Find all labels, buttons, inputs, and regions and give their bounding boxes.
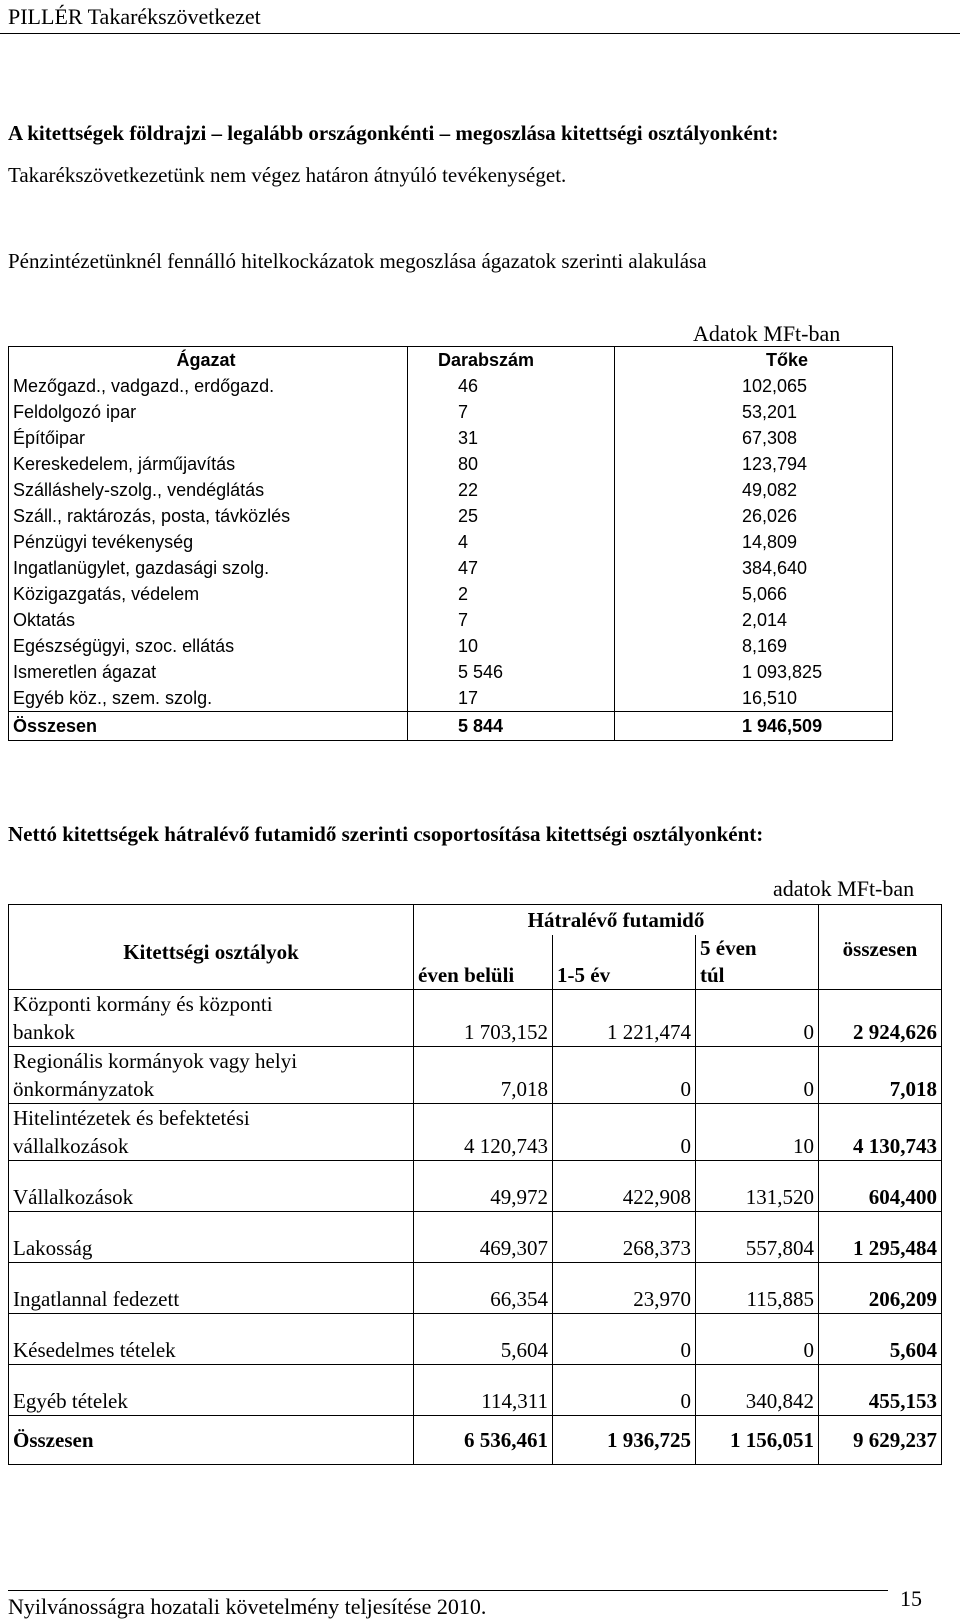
over-five-years-value: 131,520 [696, 1160, 819, 1211]
within-year-value: 7,018 [414, 1046, 553, 1103]
sector-name-cell: Közigazgatás, védelem [9, 581, 408, 607]
sector-capital-cell: 123,794 [615, 451, 893, 477]
exposure-class-line: önkormányzatok [13, 1076, 155, 1101]
sector-count-cell: 22 [408, 477, 615, 503]
sector-row [9, 529, 893, 555]
exposure-class-label [9, 1046, 414, 1103]
total-value: 7,018 [819, 1046, 942, 1103]
sector-row [9, 373, 893, 399]
maturity-total-total-value: 9 629,237 [819, 1415, 942, 1464]
total-value: 5,604 [819, 1313, 942, 1364]
sector-capital-cell: 14,809 [615, 529, 893, 555]
sector-name-cell: Építőipar [9, 425, 408, 451]
maturity-row [9, 1160, 942, 1211]
total-value: 1 295,484 [819, 1211, 942, 1262]
sector-name-cell: Mezőgazd., vadgazd., erdőgazd. [9, 373, 408, 399]
sector-name-cell: Pénzügyi tevékenység [9, 529, 408, 555]
sector-table [8, 346, 893, 741]
maturity-total-within-year-value: 6 536,461 [414, 1415, 553, 1464]
sector-capital-cell: 1 093,825 [615, 659, 893, 685]
total-value: 604,400 [819, 1160, 942, 1211]
sector-capital-cell: 16,510 [615, 685, 893, 712]
one-to-five-years-value: 0 [553, 1046, 696, 1103]
total-value: 2 924,626 [819, 989, 942, 1046]
sector-capital-cell: 5,066 [615, 581, 893, 607]
sector-table-header [9, 347, 893, 374]
sector-total-row [9, 712, 893, 741]
sector-row [9, 685, 893, 712]
exposure-class-label [9, 1262, 414, 1313]
sector-capital-cell: 102,065 [615, 373, 893, 399]
maturity-header-over5-line1: 5 éven [696, 935, 819, 961]
sector-header-capital: Tőke [615, 347, 893, 374]
maturity-row [9, 1364, 942, 1415]
within-year-value: 1 703,152 [414, 989, 553, 1046]
sector-count-cell: 25 [408, 503, 615, 529]
over-five-years-value: 0 [696, 1046, 819, 1103]
sector-capital-cell: 8,169 [615, 633, 893, 659]
exposure-class-line: bankok [13, 1019, 75, 1044]
maturity-total-row [9, 1415, 942, 1464]
maturity-row [9, 1313, 942, 1364]
sector-total-label: Összesen [9, 712, 408, 741]
intro-heading: A kitettségek földrajzi – legalább országonkénti – megoszlása kitettségi osztályonként: [8, 121, 779, 145]
sector-capital-cell: 49,082 [615, 477, 893, 503]
sector-name-cell: Ingatlanügylet, gazdasági szolg. [9, 555, 408, 581]
page-number: 15 [900, 1586, 922, 1611]
maturity-header-over5-line2: túl [696, 961, 819, 990]
exposure-class-label [9, 1160, 414, 1211]
maturity-header-row-1 [9, 905, 942, 935]
sector-count-cell: 46 [408, 373, 615, 399]
one-to-five-years-value: 422,908 [553, 1160, 696, 1211]
over-five-years-value: 0 [696, 1313, 819, 1364]
sector-row [9, 555, 893, 581]
sector-count-cell: 31 [408, 425, 615, 451]
total-value: 4 130,743 [819, 1103, 942, 1160]
maturity-header-total: összesen [819, 905, 942, 990]
exposure-class-line: Központi kormány és központi [13, 991, 273, 1016]
sector-count-cell: 7 [408, 607, 615, 633]
sector-row [9, 477, 893, 503]
sector-capital-cell: 53,201 [615, 399, 893, 425]
over-five-years-value: 10 [696, 1103, 819, 1160]
exposure-class-label [9, 1364, 414, 1415]
maturity-header-class: Kitettségi osztályok [9, 905, 414, 990]
sector-name-cell: Szálláshely-szolg., vendéglátás [9, 477, 408, 503]
sector-row [9, 633, 893, 659]
sector-row [9, 399, 893, 425]
sector-name-cell: Oktatás [9, 607, 408, 633]
within-year-value: 469,307 [414, 1211, 553, 1262]
exposure-class-line: Ingatlannal fedezett [13, 1286, 180, 1311]
sector-name-cell: Száll., raktározás, posta, távközlés [9, 503, 408, 529]
one-to-five-years-value: 0 [553, 1103, 696, 1160]
exposure-class-line: Vállalkozások [13, 1184, 134, 1209]
sector-count-cell: 10 [408, 633, 615, 659]
exposure-class-label [9, 1313, 414, 1364]
within-year-value: 49,972 [414, 1160, 553, 1211]
sector-row [9, 607, 893, 633]
maturity-total-label: Összesen [9, 1415, 414, 1464]
exposure-class-line: vállalkozások [13, 1133, 129, 1158]
maturity-row [9, 1262, 942, 1313]
sector-capital-cell: 384,640 [615, 555, 893, 581]
over-five-years-value: 557,804 [696, 1211, 819, 1262]
sector-row [9, 581, 893, 607]
sector-row [9, 425, 893, 451]
footer-divider [8, 1590, 888, 1591]
maturity-table [8, 904, 942, 1465]
sector-name-cell: Egyéb köz., szem. szolg. [9, 685, 408, 712]
over-five-years-value: 0 [696, 989, 819, 1046]
maturity-section-title: Nettó kitettségek hátralévő futamidő szerinti csoportosítása kitettségi osztályonként: [8, 822, 764, 846]
sector-capital-cell: 2,014 [615, 607, 893, 633]
sector-header-count: Darabszám [408, 347, 615, 374]
sector-count-cell: 47 [408, 555, 615, 581]
one-to-five-years-value: 268,373 [553, 1211, 696, 1262]
exposure-class-line: Lakosság [13, 1235, 93, 1260]
maturity-header-group: Hátralévő futamidő [414, 905, 819, 935]
total-value: 206,209 [819, 1262, 942, 1313]
sector-units-label: Adatok MFt-ban [693, 321, 841, 346]
maturity-row [9, 989, 942, 1046]
sector-row [9, 451, 893, 477]
header-title: PILLÉR Takarékszövetkezet [8, 4, 261, 29]
over-five-years-value: 340,842 [696, 1364, 819, 1415]
sector-count-cell: 7 [408, 399, 615, 425]
exposure-class-label [9, 1103, 414, 1160]
maturity-header-within-year: éven belüli [414, 961, 553, 990]
one-to-five-years-value: 0 [553, 1364, 696, 1415]
exposure-class-line: Regionális kormányok vagy helyi [13, 1048, 298, 1073]
footer-text: Nyilvánosságra hozatali követelmény teljesítése 2010. [8, 1594, 487, 1619]
sector-count-cell: 17 [408, 685, 615, 712]
sector-name-cell: Kereskedelem, járműjavítás [9, 451, 408, 477]
exposure-class-label [9, 1211, 414, 1262]
sector-count-cell: 5 546 [408, 659, 615, 685]
exposure-class-line: Egyéb tételek [13, 1388, 128, 1413]
sector-total-capital: 1 946,509 [615, 712, 893, 741]
within-year-value: 4 120,743 [414, 1103, 553, 1160]
sector-count-cell: 2 [408, 581, 615, 607]
exposure-class-line: Késedelmes tételek [13, 1337, 176, 1362]
maturity-header-1-5-years: 1-5 év [553, 961, 696, 990]
sector-row [9, 503, 893, 529]
one-to-five-years-value: 23,970 [553, 1262, 696, 1313]
header-divider [0, 33, 960, 34]
sector-header-sector: Ágazat [9, 347, 408, 374]
within-year-value: 5,604 [414, 1313, 553, 1364]
total-value: 455,153 [819, 1364, 942, 1415]
sector-name-cell: Feldolgozó ipar [9, 399, 408, 425]
exposure-class-line: Hitelintézetek és befektetési [13, 1105, 250, 1130]
sector-name-cell: Egészségügyi, szoc. ellátás [9, 633, 408, 659]
within-year-value: 114,311 [414, 1364, 553, 1415]
maturity-row [9, 1211, 942, 1262]
over-five-years-value: 115,885 [696, 1262, 819, 1313]
one-to-five-years-value: 0 [553, 1313, 696, 1364]
exposure-class-label [9, 989, 414, 1046]
sector-total-count: 5 844 [408, 712, 615, 741]
sector-capital-cell: 67,308 [615, 425, 893, 451]
maturity-row [9, 1103, 942, 1160]
sector-capital-cell: 26,026 [615, 503, 893, 529]
intro-text: Takarékszövetkezetünk nem végez határon átnyúló tevékenységet. [8, 163, 567, 187]
maturity-total-one-to-five-years-value: 1 936,725 [553, 1415, 696, 1464]
sector-count-cell: 80 [408, 451, 615, 477]
maturity-row [9, 1046, 942, 1103]
one-to-five-years-value: 1 221,474 [553, 989, 696, 1046]
sector-name-cell: Ismeretlen ágazat [9, 659, 408, 685]
within-year-value: 66,354 [414, 1262, 553, 1313]
sector-row [9, 659, 893, 685]
maturity-total-over-five-years-value: 1 156,051 [696, 1415, 819, 1464]
sector-section-title: Pénzintézetünknél fennálló hitelkockázatok megoszlása ágazatok szerinti alakulása [8, 249, 707, 273]
maturity-units-label: adatok MFt-ban [773, 876, 915, 901]
sector-count-cell: 4 [408, 529, 615, 555]
